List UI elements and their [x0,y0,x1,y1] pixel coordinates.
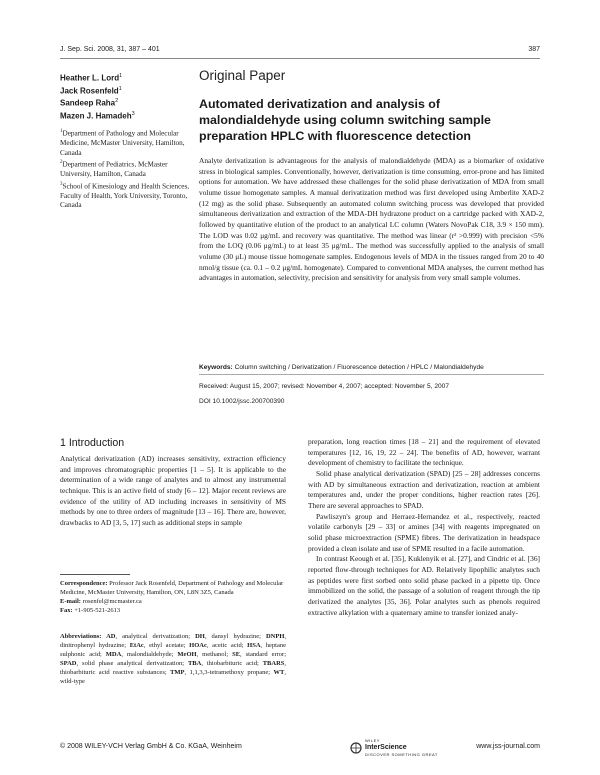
author-name: Sandeep Raha$^2$ [60,98,119,108]
page-number: 387 [528,46,540,53]
abbreviations-label: Abbreviations: [60,633,107,640]
logo-top-text: WILEY [365,738,380,743]
paragraph: preparation, long reaction times [18 – 21] and the requirement of elevated temperatures [12, 16, 19, 22 – 24]. The benefits of AD, however, warrant development of chemistry to facilitate the technique. [308,437,540,468]
keywords [199,364,544,371]
section-heading: 1 Introduction [60,437,125,449]
running-header: J. Sep. Sci. 2008, 31, 387 – 401 [60,46,160,53]
keywords-list: Column switching / Derivatization / Fluorescence detection / HPLC / Malondialdehyde [234,364,484,371]
publisher-logo [350,737,438,758]
author-name: Heather L. Lord$^1$ [60,73,123,83]
abbreviation-key: TMP [170,669,185,676]
author-list [60,71,190,122]
logo-main-text: InterScience [365,744,407,751]
intro-text-right [308,437,540,618]
journal-url[interactable]: www.jss-journal.com [476,743,540,750]
intro-text-left: Analytical derivatization (AD) increases sensitivity, extraction efficiency and improves chromatographic properties [1 – 5]. It is applicable to the determination of a wide range of analytes and to almost any instrumental technique. This is an active field of study [6 – 12]. Major recent reviews are evidence of the utility of AD including increases in sensitivity of MS methods by one to three orders of magnitude [13 – 16]. There are, however, drawbacks to AD [3, 5, 17] such as additional steps in sample [60,454,286,527]
abbreviation-value: heptane sulphonic acid [60,642,287,658]
abbreviation-value: methanol [202,651,227,658]
abbreviation-value: malondialdehyde [126,651,172,658]
paragraph: Pawliszyn's group and Herraez-Hernandez et al., respectively, reacted volatile carbonyls [29 – 33] or amines [34] with reagents impregnated on solid phase microextraction (SPME) fibres. The derivatization in headspace provided a clean isolate and use of SPME resulted in a facile automation. [308,511,540,553]
email-label: E-mail: [60,598,81,605]
affiliation: $^3$School of Kinesiology and Health Sciences, Faculty of Health, York University, Toronto, Canada [60,181,190,210]
abbreviation-key: HSA [247,642,261,649]
abbreviation-key: MDA [105,651,122,658]
abbreviation-key: DH [195,633,205,640]
paragraph: Solid phase analytical derivatization (SPAD) [25 – 28] addresses concerns with AD by simultaneous extraction and derivatization, reaction at ambient temperatures and, under the proper conditions, higher reaction rates [26]. There are several approaches to SPAD. [308,468,540,510]
author-name: Jack Rosenfeld$^1$ [60,85,122,96]
abbreviations-note: Abbreviations: AD, analytical derivatization; DH, dansyl hydrazine; DNPH, dinitrophenyl hydrazine; EtAc, ethyl acetate; HOAc, acetic acid; HSA, heptane sulphonic acid; MDA, malondialdehyde; MeOH, methanol; SE, standard error; SPAD, solid phase analytical derivatization; TBA, thiobarbituric acid; TBARS, thiobarbituric acid reactive substances; TMP, 1,1,3,3-tetramethoxy propane; WT, wild-type [60,633,287,685]
abbreviation-key: SE [232,651,241,658]
header-rule [60,58,540,59]
affiliation-list [60,127,198,211]
abbreviation-key: WT [273,669,285,676]
received-dates: Received: August 15, 2007; revised: November 4, 2007; accepted: November 5, 2007 [199,383,449,390]
globe-icon [350,741,362,755]
abbreviation-value: solid phase analytical derivatization [82,660,183,667]
abbreviation-key: SPAD [60,660,77,667]
abbreviation-key: EtAc [129,642,144,649]
logo-sub-text: DISCOVER SOMETHING GREAT [365,752,438,757]
abbreviation-value: wild-type [60,678,85,685]
abbreviation-value: thiobarbituric acid [206,660,257,667]
abstract: Analyte derivatization is advantageous for the analysis of malondialdehyde (MDA) as a biomarker of oxidative stress in biological samples. Conventionally, however, derivatization is time consuming, error-prone and has limited options for automation. We have addressed these challenges for the solid phase derivatization of MDA from small volume tissue homogenate samples. A manual derivatization method was first developed using Amberlite XAD-2 (12 mg) as the solid phase. Subsequently an automated column switching process was developed that provided simultaneous derivatization and extraction of the MDA-DH hydrazone product on a cartridge packed with XAD-2, followed by quantitative elution of the product to an analytical LC column (Waters NovoPak C18, 3.9 × 150 mm). The LOD was 0.02 μg/mL and recovery was quantitative. The method was linear (r² >0.999) with precision <5% from the LOQ (0.06 μg/mL) to at least 35 μg/mL. The method was successfully applied to the analysis of small volume (30 μL) mouse tissue homogenate samples. Endogenous levels of MDA in the tissues ranged from 20 to 40 nmol/g tissue (ca. 0.1 – 0.2 μg/mL homogenate). Compared to conventional MDA analyses, the current method has advantages in automation, selectivity, precision and sensitivity for analysis from very small sample volumes. [199,156,544,283]
abbreviation-value: dansyl hydrazine [211,633,260,640]
abbreviation-key: MeOH [177,651,197,658]
abbreviation-value: thiobarbituric acid reactive substances [60,669,165,676]
affiliation: $^1$Department of Pathology and Molecular Medicine, McMaster University, Hamilton, Canada [60,129,185,157]
fax-number: +1-905-521-2613 [74,607,121,614]
paragraph: In contrast Keough et al. [35], Kuklenyik et al. [27], and Cindric et al. [36] reported flow-through techniques for AD. Relatively lipophilic analytes such as peptides were first sorbed onto solid phase packed in a pipette tip. Once immobilized on the solid, the passage of a solution of reagent through the tip derivatized the analytes [35, 36]. Polar analytes such as phenols required extractive alkylation with a quaternary amine to transfer ionized analy- [308,554,540,617]
fax-label: Fax: [60,607,73,614]
abbreviation-value: analytical derivatization [122,633,189,640]
correspondence-label: Correspondence: [60,580,108,587]
affiliation: $^2$Department of Pediatrics, McMaster University, Hamilton, Canada [60,160,168,179]
keywords-rule [199,374,544,375]
abbreviation-key: AD [106,633,116,640]
doi-link[interactable]: DOI 10.1002/jssc.200700390 [199,398,285,405]
abbreviation-key: TBA [187,660,202,667]
email-link[interactable]: rosenfel@mcmaster.ca [82,598,142,605]
abbreviation-key: DNPH [265,633,285,640]
keywords-label: Keywords: [199,364,233,371]
correspondence-note [60,579,286,615]
abbreviation-value: standard error [245,651,285,658]
abbreviation-value: acetic acid [212,642,242,649]
correspondence-text: Professor Jack Rosenfeld, Department of Pathology and Molecular Medicine, McMaster University, Hamilton, ON, L8N 3Z5, Canada [60,580,284,596]
abbreviation-key: TBARS [262,660,285,667]
copyright: © 2008 WILEY-VCH Verlag GmbH & Co. KGaA, Weinheim [60,743,242,750]
author-name: Mazen J. Hamadeh$^3$ [60,110,135,121]
abbreviation-key: HOAc [189,642,207,649]
article-title: Automated derivatization and analysis of malondialdehyde using column switching sample preparation HPLC with fluorescence detection [199,97,491,143]
article-type: Original Paper [199,68,286,83]
abbreviation-value: 1,1,3,3-tetramethoxy propane [189,669,269,676]
abbreviation-value: dinitrophenyl hydrazine [60,642,125,649]
footnote-rule [60,574,130,575]
abbreviation-value: ethyl acetate [149,642,184,649]
